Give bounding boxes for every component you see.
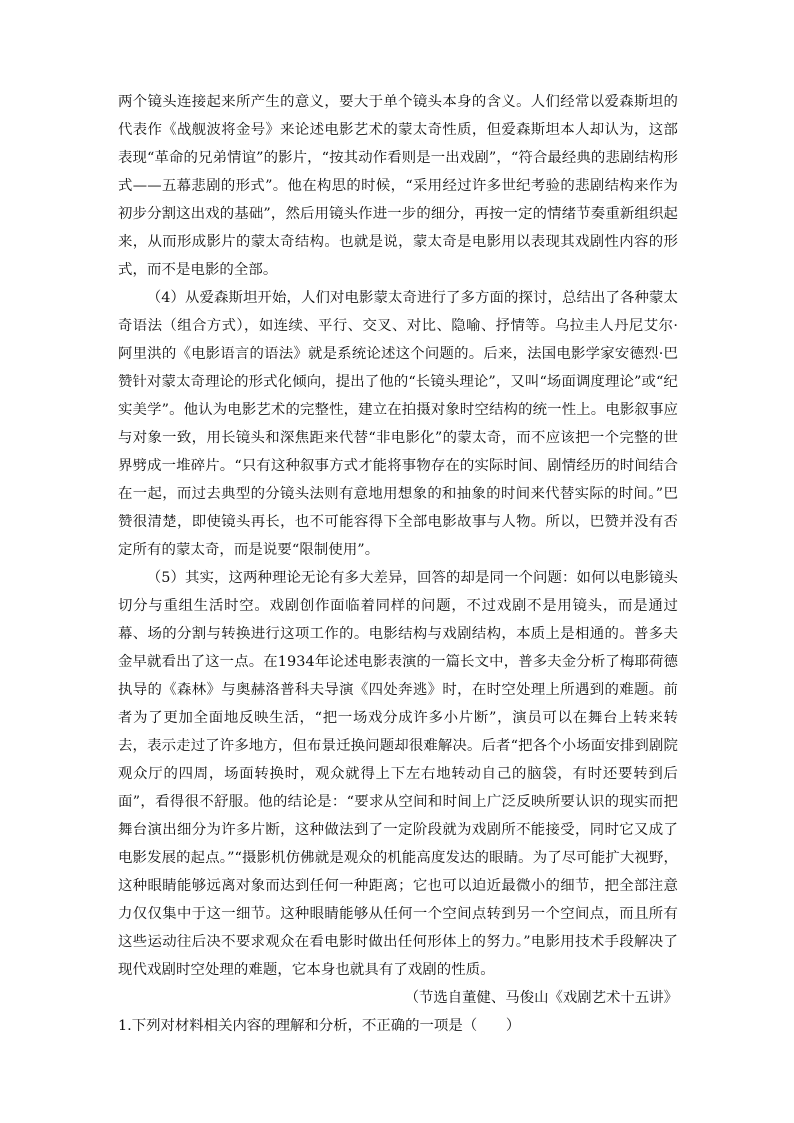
- document-page: [118, 88, 678, 1040]
- paragraph-continuation: 两个镜头连接起来所产生的意义，要大于单个镜头本身的含义。人们经常以爱森斯坦的代表作《战舰波将金号》来论述电影艺术的蒙太奇性质，但爱森斯坦本人却认为，这部表现“革命的兄弟情谊”的影片，“按其动作看则是一出戏剧”，“符合最经典的悲剧结构形式——五幕悲剧的形式”。他在构思的时候，“采用经过许多世纪考验的悲剧结构来作为初步分割这出戏的基础”，然后用镜头作进一步的细分，再按一定的情绪节奏重新组织起来，从而形成影片的蒙太奇结构。也就是说，蒙太奇是电影用以表现其戏剧性内容的形式，而不是电影的全部。: [118, 94, 678, 278]
- paragraph-4: （4）从爱森斯坦开始，人们对电影蒙太奇进行了多方面的探讨，总结出了各种蒙太奇语法（组合方式），如连续、平行、交叉、对比、隐喻、抒情等。乌拉圭人丹尼艾尔·阿里洪的《电影语言的语法》就是系统论述这个问题的。后来，法国电影学家安德烈·巴赞针对蒙太奇理论的形式化倾向，提出了他的“长镜头理论”，又叫“场面调度理论”或“纪实美学”。他认为电影艺术的完整性，建立在拍摄对象时空结构的统一性上。电影叙事应与对象一致，用长镜头和深焦距来代替“非电影化”的蒙太奇，而不应该把一个完整的世界劈成一堆碎片。“只有这种叙事方式才能将事物存在的实际时间、剧情经历的时间结合在一起，而过去典型的分镜头法则有意地用想象的和抽象的时间来代替实际的时间。”巴赞很清楚，即使镜头再长，也不可能容得下全部电影故事与人物。所以，巴赞并没有否定所有的蒙太奇，而是说要“限制使用”。: [118, 290, 678, 558]
- source-citation: （节选自董健、马俊山《戏剧艺术十五讲》: [404, 990, 678, 1006]
- paragraph-5: （5）其实，这两种理论无论有多大差异，回答的却是同一个问题：如何以电影镜头切分与重组生活时空。戏剧创作面临着同样的问题，不过戏剧不是用镜头，而是通过幕、场的分割与转换进行这项工作的。电影结构与戏剧结构，本质上是相通的。普多夫金早就看出了这一点。在1934年论述电影表演的一篇长文中，普多夫金分析了梅耶荷德执导的《森林》与奥赫洛普科夫导演《四处奔逃》时，在时空处理上所遇到的难题。前者为了更加全面地反映生活，“把一场戏分成许多小片断”，演员可以在舞台上转来转去，表示走过了许多地方，但布景迁换问题却很难解决。后者“把各个小场面安排到剧院观众厅的四周，场面转换时，观众就得上下左右地转动自己的脑袋，有时还要转到后面”，看得很不舒服。他的结论是：“要求从空间和时间上广泛反映所要认识的现实而把舞台演出细分为许多片断，这种做法到了一定阶段就为戏剧所不能接受，同时它又成了电影发展的起点。”“摄影机仿佛就是观众的机能高度发达的眼睛。为了尽可能扩大视野，这种眼睛能够远离对象而达到任何一种距离；它也可以迫近最微小的细节，把全部注意力仅仅集中于这一细节。这种眼睛能够从任何一个空间点转到另一个空间点，而且所有这些运动往后决不要求观众在看电影时做出任何形体上的努力。”电影用技术手段解决了现代戏剧时空处理的难题，它本身也就具有了戏剧的性质。: [118, 570, 678, 978]
- question-1: 1.下列对材料相关内容的理解和分析，不正确的一项是（ ）: [118, 1018, 521, 1034]
